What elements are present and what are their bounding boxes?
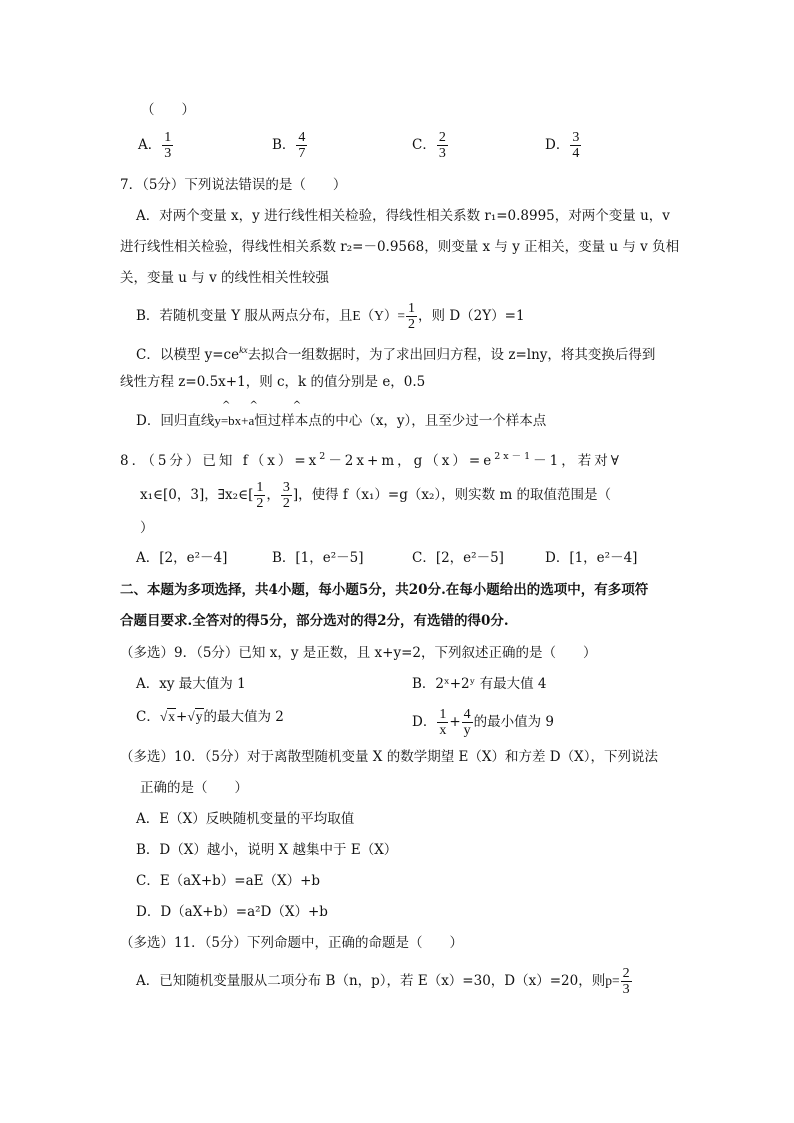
fraction: $\frac{3}{2}$ bbox=[282, 480, 290, 511]
q7-stem: 7．（5分）下列说法错误的是（ ） bbox=[120, 177, 347, 193]
text: A．已知随机变量服从二项分布 B（n，p），若 E（x）=30，D（x）=20，则 bbox=[136, 973, 606, 989]
text: 的最小值为 9 bbox=[473, 714, 555, 730]
q7-option-a-line3: 关，变量 u 与 v 的线性相关性较强 bbox=[120, 270, 329, 286]
q8-option-d[interactable]: D．[1，e²－4] bbox=[545, 550, 638, 566]
q7-option-b[interactable] bbox=[136, 301, 525, 332]
fraction: $\frac{4}{y}$ bbox=[463, 707, 471, 738]
fraction: $\frac{2}{3}$ bbox=[622, 966, 630, 997]
text: 恒过样本点的中心（x，y），且至少过一个样本点 bbox=[254, 413, 547, 429]
q10-option-c[interactable]: C．E（aX+b）=aE（X）+b bbox=[136, 873, 321, 889]
q10-stem-line1: （多选）10．（5分）对于离散型随机变量 X 的数学期望 E（X）和方差 D（X），下列说法 bbox=[120, 749, 658, 765]
text: 去拟合一组数据时，为了求出回归方程，设 z=lny，将其变换后得到 bbox=[247, 347, 656, 363]
fraction: $\frac{1}{2}$ bbox=[256, 480, 264, 511]
text: －2x+m，g（x）=e bbox=[328, 453, 495, 469]
option-label: A． bbox=[138, 137, 162, 153]
fraction: $\frac{3}{4}$ bbox=[572, 130, 580, 161]
q8-line2: x₁∈[0，3]，∃x₂∈[ $\frac{1}{2}$ ， $\frac{3}{2}$ ]，使得 f（x₁）=g（x₂），则实数 m 的取值范围是（ bbox=[140, 480, 612, 511]
expectation: E（Y）= bbox=[352, 308, 406, 323]
exponent: 2x－1 bbox=[494, 451, 534, 462]
text: ]，使得 f（x₁）=g（x₂），则实数 m 的取值范围是（ bbox=[292, 487, 612, 503]
text: C．以模型 y=ce bbox=[136, 347, 240, 363]
text: 的最大值为 2 bbox=[203, 709, 284, 725]
q9-option-d[interactable]: D． $\frac{1}{x}$ + $\frac{4}{y}$ 的最小值为 9 bbox=[412, 707, 555, 738]
q6-option-d[interactable] bbox=[545, 130, 582, 161]
q6-paren: （ ） bbox=[141, 102, 195, 118]
regression-equation: y=bx+a bbox=[214, 413, 255, 428]
q6-option-a[interactable] bbox=[138, 130, 174, 161]
q10-option-b[interactable]: B．D（X）越小，说明 X 越集中于 E（X） bbox=[136, 842, 398, 858]
q9-option-c[interactable]: C．√x+√y的最大值为 2 bbox=[136, 709, 284, 725]
q11-option-a[interactable] bbox=[136, 966, 633, 997]
section-heading: 二、本题为多项选择，共4小题，每小题5分，共20分.在每小题给出的选项中，有多项符 bbox=[120, 582, 649, 598]
q9-stem: （多选）9．（5分）已知 x，y 是正数，且 x+y=2，下列叙述正确的是（ ） bbox=[120, 645, 597, 661]
fraction: $\frac{1}{3}$ bbox=[164, 130, 172, 161]
q8-line1 bbox=[120, 447, 622, 471]
q7-option-d[interactable] bbox=[136, 411, 546, 431]
q7-option-c-line2: 线性方程 z=0.5x+1，则 c，k 的值分别是 e，0.5 bbox=[120, 374, 426, 390]
q10-option-a[interactable]: A．E（X）反映随机变量的平均取值 bbox=[136, 811, 355, 827]
exponent: 2 bbox=[319, 451, 329, 462]
text: D． bbox=[412, 714, 437, 730]
q7-option-c-line1[interactable] bbox=[136, 341, 655, 365]
q8-option-b[interactable]: B．[1，e²－5] bbox=[272, 550, 364, 566]
sqrt-y: √y bbox=[187, 709, 203, 724]
q10-option-d[interactable]: D．D（aX+b）=a²D（X）+b bbox=[136, 904, 328, 920]
fraction: $\frac{2}{3}$ bbox=[438, 130, 446, 161]
text: x₁∈[0，3]，∃x₂∈[ bbox=[140, 487, 254, 503]
option-label: C． bbox=[412, 137, 436, 153]
option-label: D． bbox=[545, 137, 570, 153]
option-label: B． bbox=[272, 137, 296, 153]
q10-stem-line2: 正确的是（ ） bbox=[140, 780, 248, 796]
exponent: kx bbox=[239, 346, 248, 356]
section-heading-line2: 合题目要求.全答对的得5分，部分选对的得2分，有选错的得0分. bbox=[120, 613, 509, 629]
text: C． bbox=[136, 709, 160, 725]
q6-option-c[interactable] bbox=[412, 130, 449, 161]
q8-option-a[interactable]: A．[2，e²－4] bbox=[136, 550, 228, 566]
sqrt-x: √x bbox=[159, 709, 176, 724]
fraction: $\frac{1}{x}$ bbox=[439, 707, 447, 738]
q6-option-b[interactable] bbox=[272, 130, 308, 161]
q9-option-b[interactable]: B．2ˣ+2ʸ 有最大值 4 bbox=[412, 676, 547, 692]
fraction: $\frac{4}{7}$ bbox=[298, 130, 306, 161]
q7-option-a-line2: 进行线性相关检验，得线性相关系数 r₂=－0.9568，则变量 x 与 y 正相关，变量 u 与 v 负相 bbox=[120, 239, 680, 255]
variable: p= bbox=[605, 973, 620, 988]
fraction: $\frac{1}{2}$ bbox=[408, 301, 416, 332]
text: D．回归直线 bbox=[136, 413, 215, 429]
q8-option-c[interactable]: C．[2，e²－5] bbox=[412, 550, 504, 566]
q9-option-a[interactable]: A．xy 最大值为 1 bbox=[136, 676, 246, 692]
q7-option-a-line1[interactable]: A．对两个变量 x，y 进行线性相关检验，得线性相关系数 r₁=0.8995，对两个变量 u，v bbox=[136, 208, 670, 224]
text: ，则 D（2Y）=1 bbox=[418, 308, 525, 324]
text: 8．（5分）已知 f（x）=x bbox=[120, 453, 320, 469]
hat-marks: ^ ^ ^ bbox=[222, 400, 302, 411]
text: －1，若对∀ bbox=[533, 453, 622, 469]
q8-line3: ） bbox=[140, 520, 154, 536]
text: B．若随机变量 Y 服从两点分布，且 bbox=[136, 308, 353, 324]
q11-stem: （多选）11．（5分）下列命题中，正确的命题是（ ） bbox=[120, 935, 464, 951]
